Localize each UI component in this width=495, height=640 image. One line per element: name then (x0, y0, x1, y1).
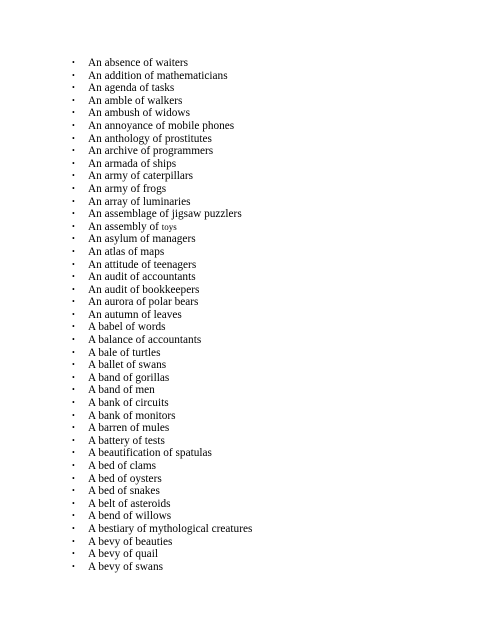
bullet-icon: • (72, 259, 75, 269)
bullet-icon: • (72, 297, 75, 307)
bullet-icon: • (72, 83, 75, 93)
bullet-icon: • (72, 523, 75, 533)
list-item-text: An aurora of polar bears (88, 296, 199, 309)
list-item-text: A bed of clams (88, 460, 157, 472)
bullet-icon: • (72, 385, 75, 395)
list-item-text: A bend of willows (88, 510, 172, 523)
list-item-text: An audit of accountants (88, 271, 196, 284)
bullet-icon: • (72, 284, 75, 294)
bullet-icon: • (72, 70, 75, 80)
list-item-text: An armada of ships (88, 157, 177, 170)
bullet-icon: • (72, 158, 75, 168)
list-item-text: A balance of accountants (88, 334, 202, 347)
list-item-text: An assemblage of jigsaw puzzlers (88, 208, 242, 221)
bullet-icon: • (72, 196, 75, 206)
list-item-text: An atlas of maps (88, 245, 165, 258)
bullet-icon: • (72, 360, 75, 370)
bullet-icon: • (72, 120, 75, 130)
bullet-icon: • (72, 448, 75, 458)
bullet-icon: • (72, 95, 75, 105)
list-item-text: A ballet of swans (88, 359, 167, 372)
list-item-text: A beautification of spatulas (88, 447, 212, 460)
bullet-icon: • (72, 335, 75, 345)
list-item-text: An archive of programmers (88, 145, 214, 158)
list-item-text: A babel of words (88, 321, 166, 334)
list-item-text: A bank of circuits (88, 397, 169, 410)
list-item-text: An army of frogs (88, 182, 167, 195)
list-item-text: An agenda of tasks (88, 82, 175, 95)
bullet-icon: • (72, 347, 75, 357)
bullet-icon: • (72, 171, 75, 181)
bullet-icon: • (72, 561, 75, 571)
list-item-text: A bed of oysters (88, 472, 162, 485)
list-item-text: A bevy of quail (88, 548, 158, 561)
bullet-icon: • (72, 309, 75, 319)
list-item-text: A bevy of beauties (88, 535, 173, 548)
list-item-text: A battery of tests (88, 434, 165, 447)
bullet-icon: • (72, 246, 75, 256)
list-item-text: A bale of turtles (88, 346, 161, 359)
bullet-icon: • (72, 58, 75, 67)
bullet-icon: • (72, 322, 75, 332)
list-item-text: An assembly of toys (88, 220, 177, 233)
bullet-icon: • (72, 536, 75, 546)
bullet-icon: • (72, 398, 75, 408)
list-item-text: An addition of mathematicians (88, 69, 228, 82)
list-item-text: A belt of asteroids (88, 497, 171, 510)
list-item-text: A band of men (88, 384, 155, 397)
list-item-text: An autumn of leaves (88, 308, 182, 321)
list-item-text: An asylum of managers (88, 233, 196, 246)
list-item-text: An attitude of teenagers (88, 258, 197, 271)
bullet-icon: • (72, 549, 75, 559)
bullet-icon: • (72, 498, 75, 508)
bullet-icon: • (72, 511, 75, 521)
bullet-icon: • (72, 486, 75, 496)
small-word: toys (161, 221, 177, 232)
bullet-icon: • (72, 435, 75, 445)
bullet-icon: • (72, 272, 75, 282)
list-item-text: A bank of monitors (88, 409, 176, 422)
bullet-icon: • (72, 183, 75, 193)
list-item-text: An amble of walkers (88, 94, 183, 107)
bullet-icon: • (72, 461, 75, 470)
bullet-icon: • (72, 410, 75, 420)
list-item-text: An array of luminaries (88, 195, 191, 208)
bullet-icon: • (72, 146, 75, 156)
list-item-text: An audit of bookkeepers (88, 283, 200, 296)
bullet-icon: • (72, 234, 75, 244)
list-item-text: A barren of mules (88, 422, 170, 435)
bullet-icon: • (72, 423, 75, 433)
list-item-text: A bevy of swans (88, 560, 163, 573)
list-item-text: An army of caterpillars (88, 170, 194, 183)
bullet-icon: • (72, 473, 75, 483)
bullet-icon: • (72, 372, 75, 382)
list-item-text: An anthology of prostitutes (88, 132, 212, 145)
list-item-text: An absence of waiters (88, 57, 189, 69)
list-item-text: A band of gorillas (88, 371, 170, 384)
bullet-icon: • (72, 133, 75, 143)
bullet-icon: • (72, 209, 75, 219)
list-item-text: An annoyance of mobile phones (88, 119, 235, 132)
bullet-icon: • (72, 221, 75, 231)
bullet-icon: • (72, 108, 75, 118)
list-item-text: A bestiary of mythological creatures (88, 522, 253, 535)
list-item-text: A bed of snakes (88, 485, 160, 498)
list-item-text: An ambush of widows (88, 107, 190, 120)
